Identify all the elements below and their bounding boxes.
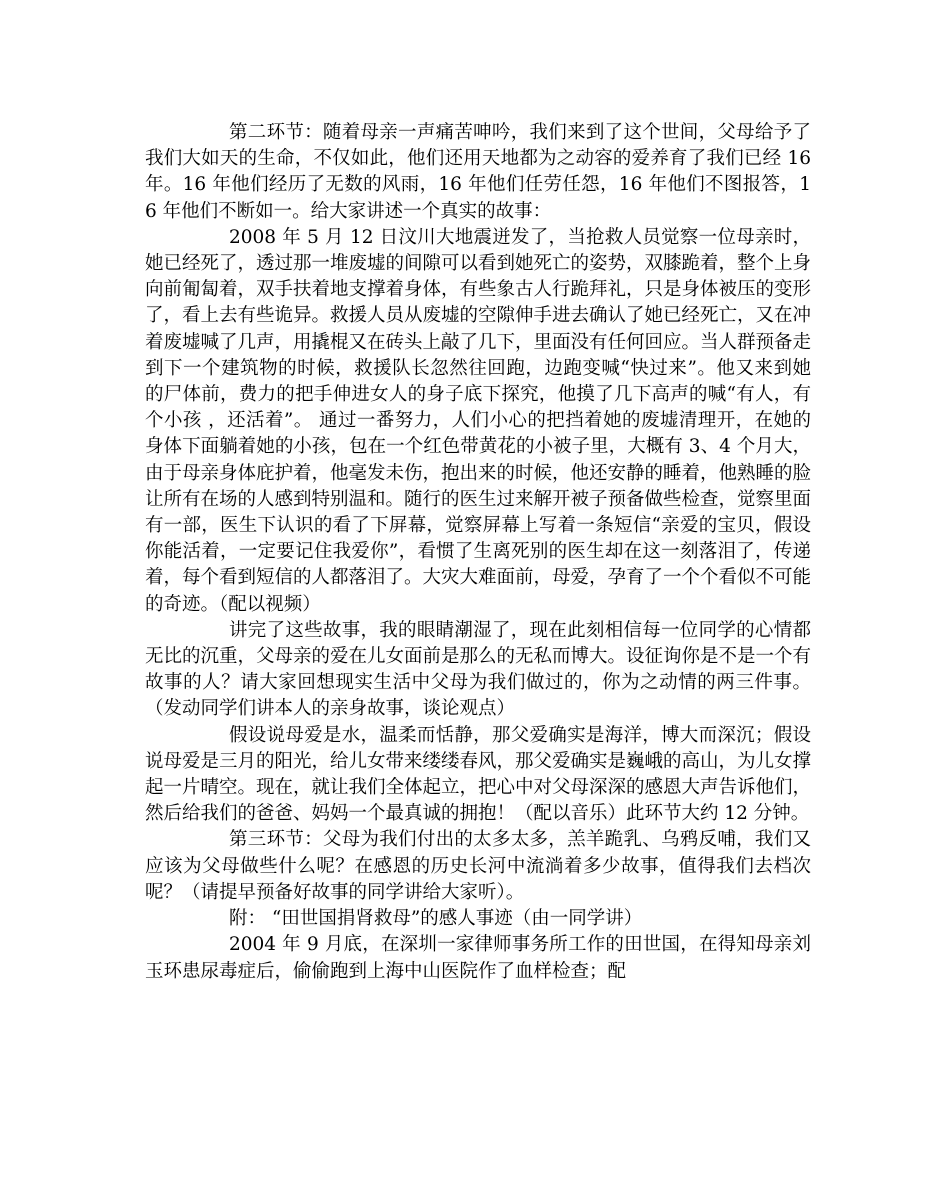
paragraph-parents-love: 假设说母爱是水，温柔而恬静，那父爱确实是海洋，博大而深沉；假设说母爱是三月的阳光，给儿女带来缕缕春风，那父爱确实是巍峨的高山，为儿女撑起一片晴空。现在，就让我们全体起立，把心中对父母深深的感恩大声告诉他们，然后给我们的爸爸、妈妈一个最真诚的拥抱！（配以音乐）此环节大约 12 分钟。 xyxy=(145,724,812,825)
paragraph-appendix-title: 附： “田世国捐肾救母”的感人事迹（由一同学讲） xyxy=(229,908,643,930)
paragraph-reflection: 讲完了这些故事，我的眼睛潮湿了，现在此刻相信每一位同学的心情都无比的沉重，父母亲的爱在儿女面前是那么的无私而博大。设征询你是不是一个有故事的人？请大家回想现实生活中父母为我们做过的，你为之动情的两三件事。（发动同学们讲本人的亲身故事，谈论观点） xyxy=(145,619,812,720)
paragraph-tian-shiguo-story: 2004 年 9 月底，在深圳一家律师事务所工作的田世国，在得知母亲刘玉环患尿毒症后，偷偷跑到上海中山医院作了血样检查；配 xyxy=(145,934,811,982)
document-page xyxy=(145,120,811,985)
paragraph-second-section: 第二环节：随着母亲一声痛苦呻吟，我们来到了这个世间，父母给予了我们大如天的生命，不仅如此，他们还用天地都为之动容的爱养育了我们已经 16 年。16 年他们经历了无数的风雨，16 年他们任劳任怨，16 年他们不图报答，16 年他们不断如一。给大家讲述一个真实的故事： xyxy=(145,122,811,222)
paragraph-earthquake-story: 2008 年 5 月 12 日汶川大地震迸发了，当抢救人员觉察一位母亲时，她已经死了，透过那一堆废墟的间隙可以看到她死亡的姿势，双膝跪着，整个上身向前匍匐着，双手扶着地支撑着身体，有些象古人行跪拜礼，只是身体被压的变形了，看上去有些诡异。救援人员从废墟的空隙伸手进去确认了她已经死亡，又在冲着废墟喊了几声，用撬棍又在砖头上敲了几下，里面没有任何回应。当人群预备走到下一个建筑物的时候，救援队长忽然往回跑，边跑变喊“快过来”。他又来到她的尸体前，费力的把手伸进女人的身子底下探究，他摸了几下高声的喊“有人，有个小孩 ，还活着”。 通过一番努力，人们小心的把挡着她的废墟清理开，在她的身体下面躺着她的小孩，包在一个红色带黄花的小被子里，大概有 3、4 个月大，由于母亲身体庇护着，他毫发未伤，抱出来的时候，他还安静的睡着，他熟睡的脸让所有在场的人感到特别温和。随行的医生过来解开被子预备做些检查，觉察里面有一部，医生下认识的看了下屏幕，觉察屏幕上写着一条短信“亲爱的宝贝，假设你能活着，一定要记住我爱你”，看惯了生离死别的医生却在这一刻落泪了，传递着，每个看到短信的人都落泪了。大灾大难面前，母爱，孕育了一个个看似不可能的奇迹。（配以视频） xyxy=(145,226,812,615)
paragraph-third-section: 第三环节：父母为我们付出的太多太多，羔羊跪乳、乌鸦反哺，我们又应该为父母做些什么呢？在感恩的历史长河中流淌着多少故事，值得我们去档次呢？（请提早预备好故事的同学讲给大家听）。 xyxy=(145,829,811,903)
